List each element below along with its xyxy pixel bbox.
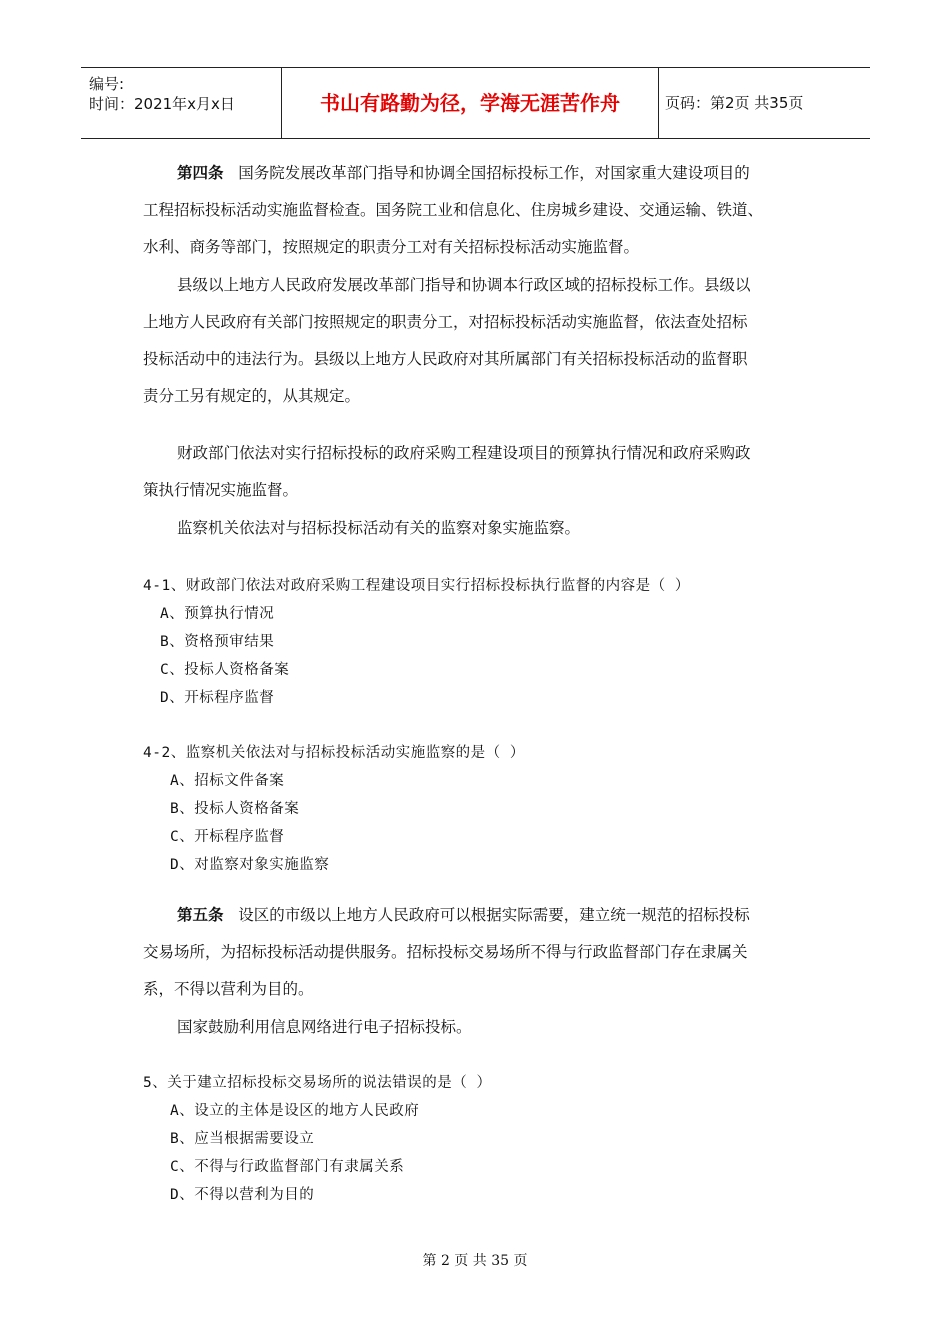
question-5-option-b: B、应当根据需要设立 [170,1131,315,1147]
question-4-2-option-a: A、招标文件备案 [170,773,285,789]
question-5-option-a: A、设立的主体是设区的地方人民政府 [170,1103,420,1119]
article-5-para2: 国家鼓励利用信息网络进行电子招标投标。 [177,1018,472,1036]
question-5-option-d: D、不得以营利为目的 [170,1187,315,1203]
article-5-line-2: 交易场所，为招标投标活动提供服务。招标投标交易场所不得与行政监督部门存在隶属关 [143,943,748,961]
page-footer: 第 2 页 共 35 页 [422,1253,528,1269]
article-4-para3-line-1: 财政部门依法对实行招标投标的政府采购工程建设项目的预算执行情况和政府采购政 [177,444,751,462]
question-4-2-option-c: C、开标程序监督 [170,829,285,845]
question-4-1-option-c: C、投标人资格备案 [160,662,290,678]
question-4-2-option-b: B、投标人资格备案 [170,801,300,817]
question-5-option-c: C、不得与行政监督部门有隶属关系 [170,1159,405,1175]
question-4-1-option-b: B、资格预审结果 [160,634,275,650]
header-motto: 书山有路勤为径，学海无涯苦作舟 [282,68,659,138]
question-4-2-stem: 4-2、监察机关依法对与招标投标活动实施监察的是（ ） [143,745,525,761]
article-5-line-3: 系，不得以营利为目的。 [143,980,314,998]
article-4-line-2: 工程招标投标活动实施监督检查。国务院工业和信息化、住房城乡建设、交通运输、铁道、 [143,201,764,219]
question-4-2-option-d: D、对监察对象实施监察 [170,857,330,873]
article-4-line-1: 第四条 国务院发展改革部门指导和协调全国招标投标工作，对国家重大建设项目的 [177,163,750,182]
article-4-para2-line-2: 上地方人民政府有关部门按照规定的职责分工，对招标投标活动实施监督，依法查处招标 [143,313,748,331]
question-4-1-option-d: D、开标程序监督 [160,690,275,706]
article-4-para2-line-4: 责分工另有规定的，从其规定。 [143,387,361,405]
header-number: 编号: [89,75,125,93]
article-4-line-3: 水利、商务等部门，按照规定的职责分工对有关招标投标活动实施监督。 [143,238,640,256]
article-4-para2-line-3: 投标活动中的违法行为。县级以上地方人民政府对其所属部门有关招标投标活动的监督职 [143,350,748,368]
article-4-para2-line-1: 县级以上地方人民政府发展改革部门指导和协调本行政区域的招标投标工作。县级以 [177,276,751,294]
article-5-line-1: 第五条 设区的市级以上地方人民政府可以根据实际需要，建立统一规范的招标投标 [177,905,750,924]
question-5-stem: 5、关于建立招标投标交易场所的说法错误的是（ ） [143,1075,492,1091]
page-header [81,67,870,139]
article-4-heading: 第四条 [177,163,224,182]
question-4-1-stem: 4-1、财政部门依法对政府采购工程建设项目实行招标投标执行监督的内容是（ ） [143,578,690,594]
header-meta [81,68,282,138]
article-4-para4: 监察机关依法对与招标投标活动有关的监察对象实施监察。 [177,519,581,537]
article-4-para3-line-2: 策执行情况实施监督。 [143,481,299,499]
question-4-1-option-a: A、预算执行情况 [160,606,275,622]
header-date: 时间：2021年x月x日 [89,95,235,113]
article-5-heading: 第五条 [177,905,224,924]
header-page-info: 页码：第2页 共35页 [665,94,804,112]
